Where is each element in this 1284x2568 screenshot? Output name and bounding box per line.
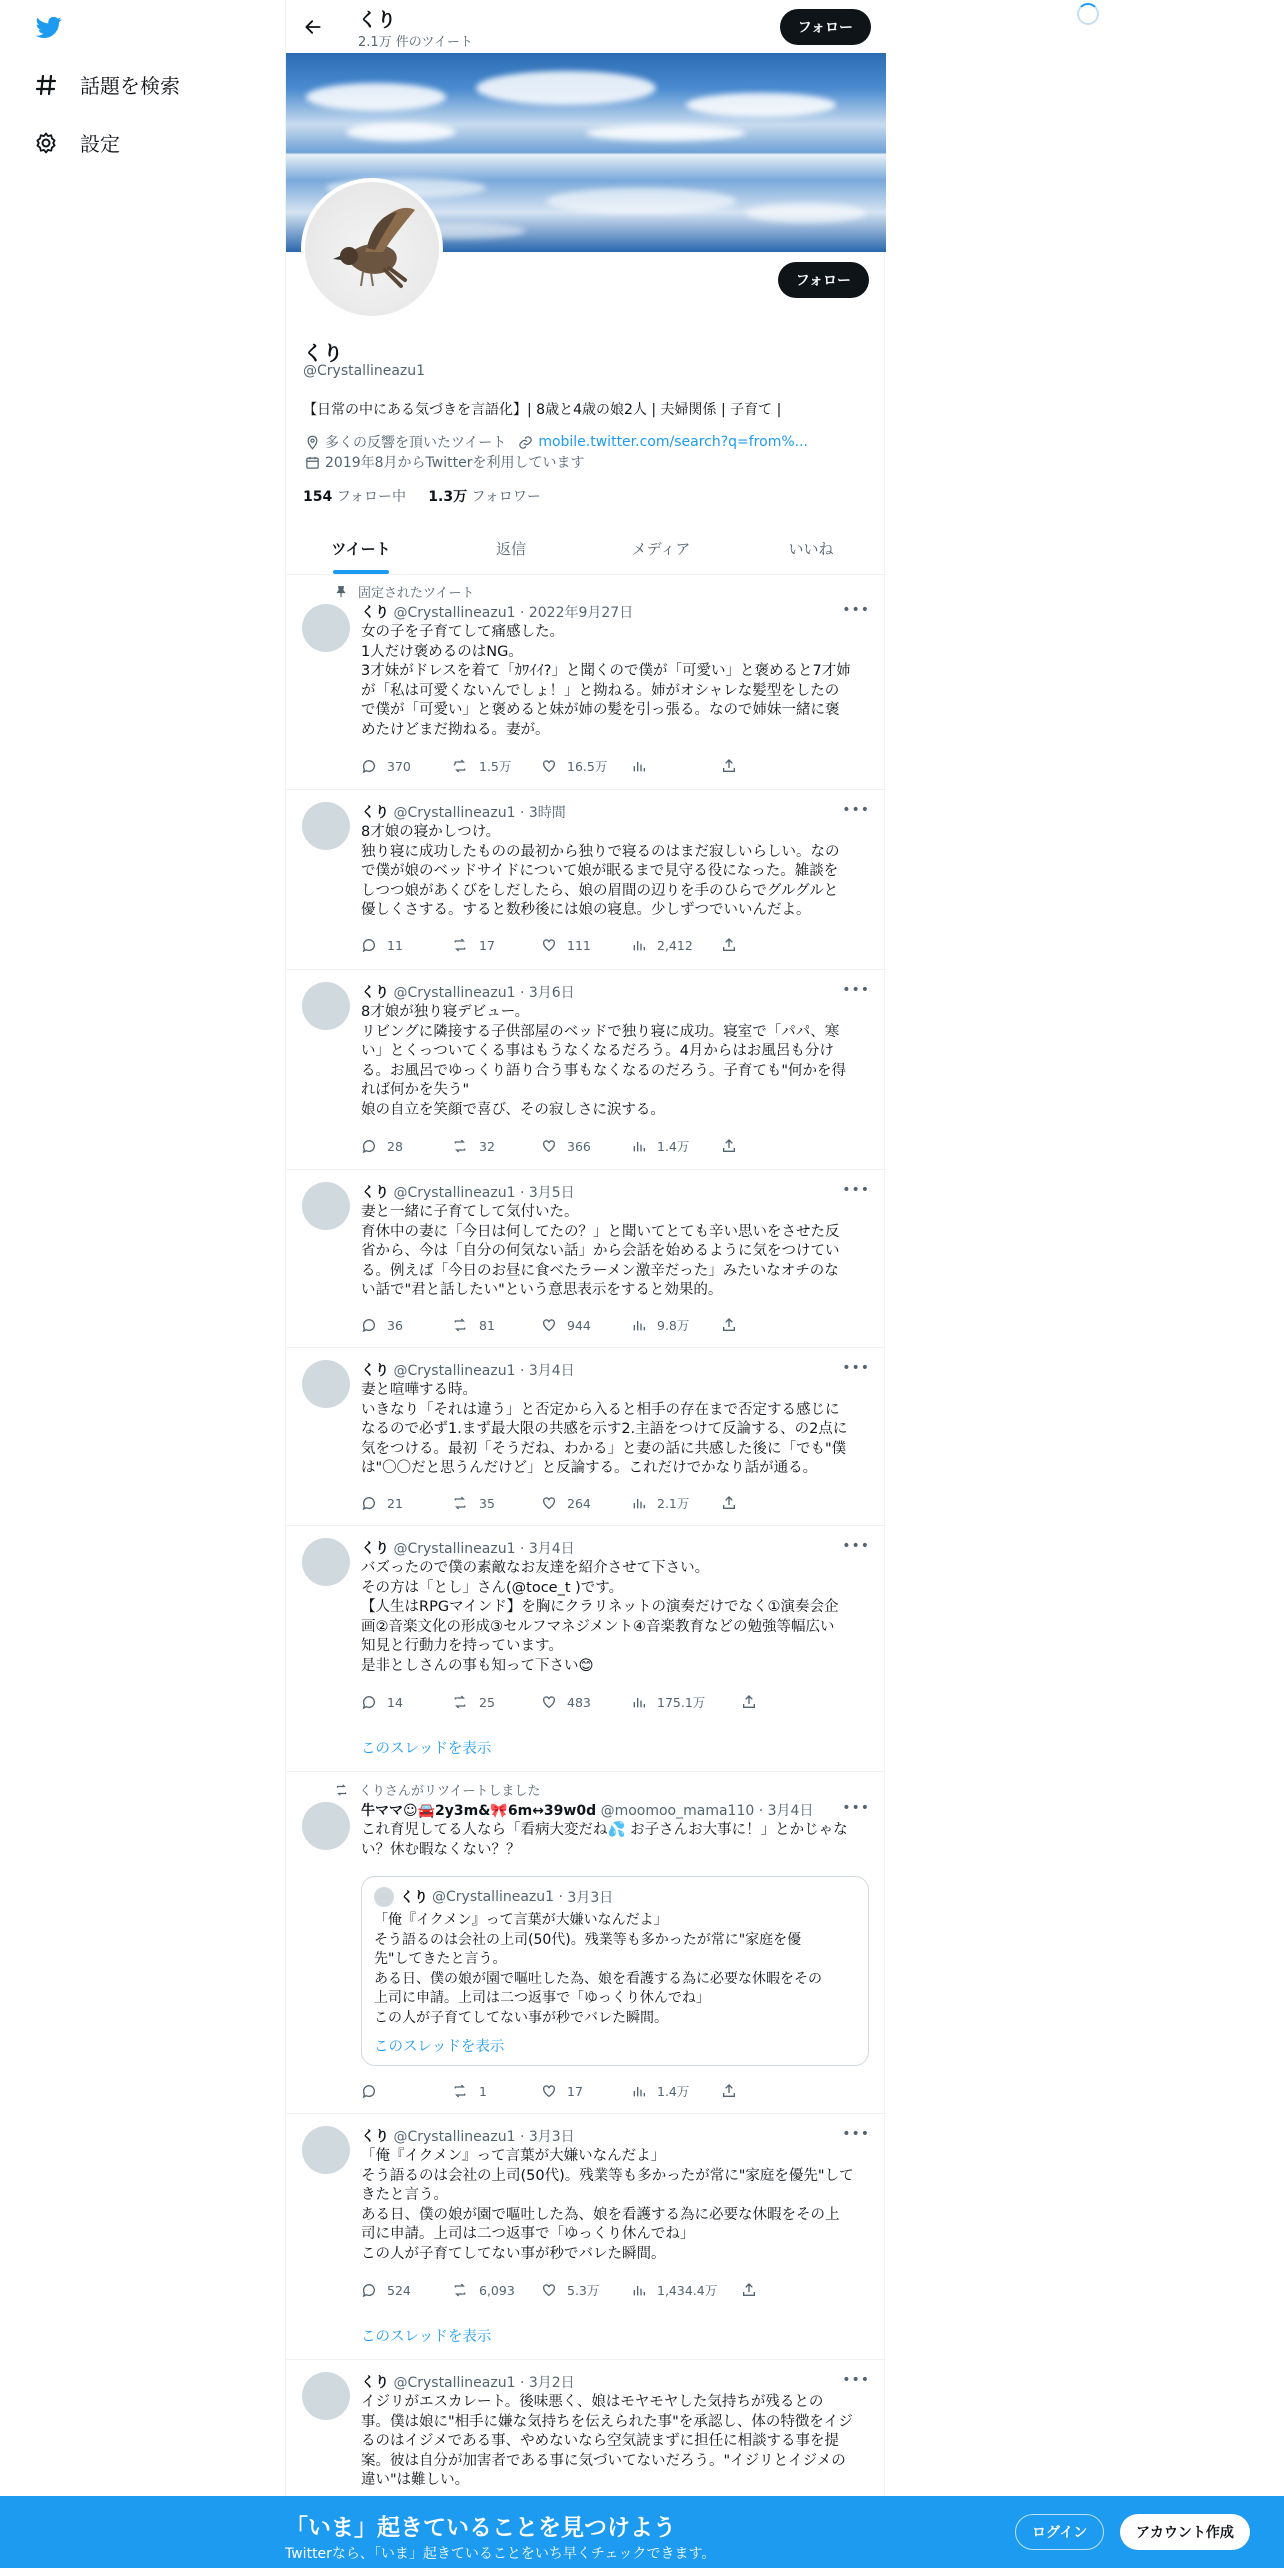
tweet-text: 妻と一緒に子育てして気付いた。 育休中の妻に「今日は何してたの？」と聞いてとても辛い思いをさせた反 省から、今は「自分の何気ない話」から会話を始めるように気をつけてい る。例えば「今日のお昼に食べたラーメン激辛だった」みたいなオチのな い話で"君と話したい"という意思表示をすると効果的。 bbox=[361, 1204, 840, 1298]
tab-tweets[interactable]: ツイート bbox=[286, 522, 436, 574]
views-button[interactable]: 1.4万 bbox=[631, 1137, 721, 1155]
like-button[interactable]: 366 bbox=[541, 1137, 631, 1155]
tweet-header: くり @Crystallineazu1 · 3時間 bbox=[361, 805, 566, 821]
followers-link[interactable]: 1.3万 フォロワー bbox=[428, 489, 541, 505]
retweet-icon bbox=[451, 2282, 469, 2298]
profile-handle: @Crystallineazu1 bbox=[303, 363, 426, 379]
views-button[interactable]: 1,434.4万 bbox=[631, 2281, 741, 2299]
tweet-header: くり @Crystallineazu1 · 3月4日 bbox=[361, 1363, 575, 1379]
avatar[interactable] bbox=[302, 604, 350, 652]
tweet-text: 妻と喧嘩する時。 いきなり「それは違う」と否定から入ると相手の存在まで否定する感じに なるので必ず1.まず最大限の共感を示す2.主語をつけて反論する、の2点に 気をつける。最初「そうだね、わかる」と妻の話に共感した後に「でも"僕 は"〇〇だと思うんだけど」と反論する。これだけでかなり話が通る。 bbox=[361, 1382, 848, 1476]
reply-icon bbox=[361, 1138, 377, 1154]
login-button[interactable]: ログイン bbox=[1015, 2514, 1104, 2550]
tweet-header: くり @Crystallineazu1 · 3月6日 bbox=[361, 985, 575, 1001]
retweet-button[interactable]: 32 bbox=[451, 1137, 541, 1155]
retweet-icon bbox=[334, 1783, 349, 1797]
reply-icon bbox=[361, 2083, 377, 2099]
tweet-text: バズったので僕の素敵なお友達を紹介させて下さい。 その方は「とし」さん(@toce_t )です。 【人生はRPGマインド】を胸にクラリネットの演奏だけでなく①演奏会企 画②音楽文化の形成③セルフマネジメント④音楽教育などの勉強等幅広い 知見と行動力を持っています。 是非としさんの事も知って下さい😊 bbox=[361, 1560, 839, 1674]
pinned-context: 固定されたツイート bbox=[334, 582, 474, 601]
avatar[interactable] bbox=[302, 2126, 350, 2174]
tweet[interactable] bbox=[286, 576, 886, 790]
like-button[interactable]: 111 bbox=[541, 937, 631, 953]
share-button[interactable] bbox=[721, 1316, 751, 1334]
like-button[interactable]: 483 bbox=[541, 1693, 631, 1711]
share-icon bbox=[721, 758, 737, 774]
analytics-icon bbox=[631, 1694, 647, 1710]
more-options-icon[interactable]: ••• bbox=[842, 802, 870, 818]
tweet-header: 牛ママ☺🚘2y3m&🎀6m↔39w0d @moomoo_mama110 · 3月4日 bbox=[361, 1803, 814, 1819]
quote-header: くり @Crystallineazu1 · 3月3日 bbox=[374, 1887, 613, 1907]
signup-button[interactable]: アカウント作成 bbox=[1120, 2514, 1250, 2550]
heart-icon bbox=[541, 1694, 557, 1710]
profile-meta-row bbox=[303, 432, 808, 452]
heart-icon bbox=[541, 2083, 557, 2099]
tweet-header: くり @Crystallineazu1 · 3月5日 bbox=[361, 1185, 575, 1201]
tweet-text: 女の子を子育てして痛感した。 1人だけ褒めるのはNG。 3才妹がドレスを着て「ｶﾜｲｲ?」と聞くので僕が「可愛い」と褒めると7才姉 が「私は可愛くないんでしょ！」と拗ねる。姉がオシャレな髪型をしたの で僕が「可愛い」と褒めると妹が姉の髪を引っ張る。なので姉妹一緒に褒 めたけどまだ拗ねる。妻が。 bbox=[361, 624, 851, 738]
reply-icon bbox=[361, 1694, 377, 1710]
heart-icon bbox=[541, 1495, 557, 1511]
more-options-icon[interactable]: ••• bbox=[842, 1538, 870, 1554]
signup-banner-title: 「いま」起きていることを見つけよう bbox=[285, 2515, 676, 2541]
reply-button[interactable]: 524 bbox=[361, 2281, 451, 2299]
more-options-icon[interactable]: ••• bbox=[842, 1182, 870, 1198]
quote-text: 「俺『イクメン』って言葉が大嫌いなんだよ」 そう語るのは会社の上司(50代)。残業等も多かったが常に"家庭を優 先"してきたと言う。 ある日、僕の娘が園で嘔吐した為、娘を看護する為に必要な休暇をその 上司に申請。上司は二つ返事で「ゆっくり休んでね」 この人が子育てしてない事が秒でバレた瞬間。 bbox=[374, 1912, 822, 2026]
more-options-icon[interactable]: ••• bbox=[842, 2126, 870, 2142]
avatar bbox=[374, 1887, 394, 1907]
following-link[interactable]: 154 フォロー中 bbox=[303, 489, 406, 505]
profile-avatar[interactable] bbox=[301, 178, 443, 320]
sparrow-icon bbox=[305, 182, 439, 316]
views-button[interactable] bbox=[631, 757, 721, 775]
tab-media[interactable]: メディア bbox=[631, 539, 691, 558]
retweet-icon bbox=[451, 937, 469, 953]
tweet-actions bbox=[361, 1494, 801, 1512]
nav-explore[interactable] bbox=[32, 70, 180, 99]
tweet[interactable] bbox=[286, 1170, 886, 1348]
share-icon bbox=[721, 2083, 737, 2099]
share-icon bbox=[721, 1138, 737, 1154]
views-button[interactable]: 175.1万 bbox=[631, 1693, 741, 1711]
gear-icon bbox=[32, 129, 60, 157]
nav-settings[interactable] bbox=[32, 128, 120, 157]
follow-button-header[interactable]: フォロー bbox=[780, 9, 871, 45]
avatar[interactable] bbox=[302, 1538, 350, 1586]
analytics-icon bbox=[631, 1138, 647, 1154]
tweet-text: 8才娘の寝かしつけ。 独り寝に成功したものの最初から独りで寝るのはまだ寂しいらしい。なの で僕が娘のベッドサイドについて娘が眠るまで見守る役になった。雑談を しつつ娘があくびをしだしたら、娘の眉間の辺りを手のひらでグルグルと 優しくさする。すると数秒後には娘の寝息。少しずつでいいんだよ。 bbox=[361, 824, 840, 918]
reply-button[interactable]: 370 bbox=[361, 757, 451, 775]
retweet-icon bbox=[451, 2083, 469, 2099]
nav-explore-label: 話題を検索 bbox=[80, 74, 180, 98]
retweet-button[interactable]: 81 bbox=[451, 1316, 541, 1334]
quoted-tweet[interactable] bbox=[361, 1876, 869, 2066]
like-button[interactable]: 5.3万 bbox=[541, 2281, 631, 2299]
profile-tabs bbox=[286, 522, 886, 575]
share-button[interactable] bbox=[721, 1494, 751, 1512]
heart-icon bbox=[541, 1138, 557, 1154]
follow-stats bbox=[303, 486, 541, 506]
analytics-icon bbox=[631, 937, 647, 953]
heart-icon bbox=[541, 758, 557, 774]
reply-button[interactable]: 36 bbox=[361, 1316, 451, 1334]
loading-spinner-icon bbox=[1077, 3, 1099, 25]
reply-button[interactable]: 14 bbox=[361, 1693, 451, 1711]
share-button[interactable] bbox=[721, 937, 751, 953]
like-button[interactable]: 944 bbox=[541, 1316, 631, 1334]
heart-icon bbox=[541, 2282, 557, 2298]
profile-name: くり bbox=[303, 341, 343, 365]
tweet[interactable] bbox=[286, 1348, 886, 1526]
heart-icon bbox=[541, 937, 557, 953]
more-options-icon[interactable]: ••• bbox=[842, 602, 870, 618]
share-button[interactable] bbox=[741, 1693, 771, 1711]
analytics-icon bbox=[631, 1495, 647, 1511]
calendar-icon bbox=[303, 453, 321, 471]
tweet-actions bbox=[361, 1693, 801, 1711]
reply-icon bbox=[361, 1495, 377, 1511]
tweet-actions bbox=[361, 1316, 801, 1334]
pin-icon bbox=[334, 585, 348, 599]
hashtag-icon bbox=[32, 71, 60, 99]
left-navigation bbox=[0, 0, 285, 2568]
tweet[interactable] bbox=[286, 970, 886, 1170]
views-button[interactable]: 9.8万 bbox=[631, 1316, 721, 1334]
analytics-icon bbox=[631, 758, 647, 774]
heart-icon bbox=[541, 1317, 557, 1333]
more-options-icon[interactable]: ••• bbox=[842, 1360, 870, 1376]
tab-likes[interactable]: いいね bbox=[788, 539, 834, 558]
views-button[interactable]: 2.1万 bbox=[631, 1494, 721, 1512]
like-button[interactable]: 264 bbox=[541, 1494, 631, 1512]
share-button[interactable] bbox=[721, 1137, 751, 1155]
avatar[interactable] bbox=[302, 1182, 350, 1230]
nav-settings-label: 設定 bbox=[80, 132, 120, 156]
share-icon bbox=[721, 937, 737, 953]
tweet[interactable] bbox=[286, 790, 886, 970]
retweet-button[interactable]: 17 bbox=[451, 937, 541, 953]
analytics-icon bbox=[631, 2083, 647, 2099]
retweet-button[interactable]: 1 bbox=[451, 2082, 541, 2100]
avatar[interactable] bbox=[302, 2372, 350, 2420]
retweet-icon bbox=[451, 1317, 469, 1333]
retweet-button[interactable]: 6,093 bbox=[451, 2281, 541, 2299]
tweet-actions bbox=[361, 937, 801, 953]
more-options-icon[interactable]: ••• bbox=[842, 982, 870, 998]
tweet-actions bbox=[361, 2281, 801, 2299]
tweet-text: これ育児してる人なら「看病大変だね💦 お子さんお大事に！」とかじゃな い？休む暇なくない？？ bbox=[361, 1822, 848, 1858]
tweet-text: 「俺『イクメン』って言葉が大嫌いなんだよ」 そう語るのは会社の上司(50代)。残業等も多かったが常に"家庭を優先"して きたと言う。 ある日、僕の娘が園で嘔吐した為、娘を看護する為に必要な休暇をその上 司に申請。上司は二つ返事で「ゆっくり休んでね」 この人が子育てしてない事が秒でバレた瞬間。 bbox=[361, 2148, 854, 2262]
retweet-button[interactable]: 1.5万 bbox=[451, 757, 541, 775]
twitter-bird-icon[interactable] bbox=[34, 14, 64, 40]
share-icon bbox=[721, 1317, 737, 1333]
tweet-header: くり @Crystallineazu1 · 3月2日 bbox=[361, 2375, 575, 2391]
share-icon bbox=[741, 1694, 757, 1710]
retweet-icon bbox=[451, 1495, 469, 1511]
views-button[interactable]: 2,412 bbox=[631, 937, 721, 953]
share-button[interactable] bbox=[741, 2281, 771, 2299]
analytics-icon bbox=[631, 2282, 647, 2298]
reply-button[interactable]: 21 bbox=[361, 1494, 451, 1512]
more-options-icon[interactable]: ••• bbox=[842, 2372, 870, 2388]
show-thread-link[interactable]: このスレッドを表示 bbox=[361, 2329, 492, 2345]
signup-banner bbox=[0, 2496, 1284, 2568]
retweet-button[interactable]: 35 bbox=[451, 1494, 541, 1512]
follow-button[interactable]: フォロー bbox=[778, 262, 869, 298]
tab-replies[interactable]: 返信 bbox=[495, 539, 526, 558]
profile-joined: 2019年8月からTwitterを利用しています bbox=[325, 455, 585, 471]
profile-location: 多くの反響を頂いたツイート bbox=[325, 435, 507, 451]
retweet-icon bbox=[451, 1138, 469, 1154]
reply-button[interactable] bbox=[361, 2082, 451, 2100]
analytics-icon bbox=[631, 1317, 647, 1333]
reply-icon bbox=[361, 2282, 377, 2298]
tweet-text: 8才娘が独り寝デビュー。 リビングに隣接する子供部屋のベッドで独り寝に成功。寝室で「パパ、寒 い」とくっついてくる事はもうなくなるだろう。4月からはお風呂も分け る。お風呂でゆっくり語り合う事もなくなるのだろう。子育ても"何かを得 れば何かを失う" 娘の自立を笑顔で喜び、その寂しさに涙する。 bbox=[361, 1004, 847, 1118]
reply-icon bbox=[361, 758, 377, 774]
profile-bio: 【日常の中にある気づきを言語化】| 8歳と4歳の娘2人 | 夫婦関係 | 子育て | bbox=[303, 402, 782, 418]
link-icon bbox=[516, 433, 534, 451]
tweet[interactable] bbox=[286, 2114, 886, 2360]
share-button[interactable] bbox=[721, 757, 751, 775]
location-pin-icon bbox=[303, 433, 321, 451]
reply-button[interactable]: 11 bbox=[361, 937, 451, 953]
retweet-icon bbox=[451, 758, 469, 774]
show-thread-link[interactable]: このスレッドを表示 bbox=[361, 1741, 492, 1757]
avatar[interactable] bbox=[302, 982, 350, 1030]
share-icon bbox=[741, 2282, 757, 2298]
share-icon bbox=[721, 1495, 737, 1511]
more-options-icon[interactable]: ••• bbox=[842, 1800, 870, 1816]
retweet-button[interactable]: 25 bbox=[451, 1693, 541, 1711]
back-arrow-icon[interactable] bbox=[300, 14, 326, 40]
tweet-header: くり @Crystallineazu1 · 2022年9月27日 bbox=[361, 605, 634, 621]
reply-icon bbox=[361, 1317, 377, 1333]
avatar[interactable] bbox=[302, 802, 350, 850]
like-button[interactable]: 16.5万 bbox=[541, 757, 631, 775]
share-button[interactable] bbox=[721, 2082, 751, 2100]
tweet-header: くり @Crystallineazu1 · 3月4日 bbox=[361, 1541, 575, 1557]
tweet-actions bbox=[361, 757, 801, 775]
views-button[interactable]: 1.4万 bbox=[631, 2082, 721, 2100]
profile-link[interactable]: mobile.twitter.com/search?q=from%... bbox=[538, 434, 808, 450]
retweet-icon bbox=[451, 1694, 469, 1710]
tweet-text: イジリがエスカレート。後味悪く、娘はモヤモヤした気持ちが残るとの 事。僕は娘に"相手に嫌な気持ちを伝えられた事"を承認し、体の特徴をイジ るのはイジメである事、やめないなら空気読まずに担任に相談する事を提 案。彼は自分が加害者である事に気づいてないだろう。"イジリとイジメの 違い"は難しい。 bbox=[361, 2394, 853, 2488]
tweet[interactable] bbox=[286, 1526, 886, 1772]
tweet-count: 2.1万 件のツイート bbox=[358, 35, 473, 50]
tweet-actions bbox=[361, 2082, 801, 2100]
signup-banner-subtitle: Twitterなら、「いま」起きていることをいち早くチェックできます。 bbox=[285, 2546, 716, 2562]
header-title: くり bbox=[358, 9, 397, 31]
reply-button[interactable]: 28 bbox=[361, 1137, 451, 1155]
avatar[interactable] bbox=[302, 1360, 350, 1408]
profile-column bbox=[285, 0, 885, 2568]
profile-joined-row bbox=[303, 452, 584, 472]
profile-header-bar bbox=[286, 0, 886, 53]
retweet-context: くりさんがリツイートしました bbox=[334, 1780, 540, 1799]
reply-icon bbox=[361, 937, 377, 953]
tweet-header: くり @Crystallineazu1 · 3月3日 bbox=[361, 2129, 575, 2145]
avatar[interactable] bbox=[302, 1802, 350, 1850]
show-thread-link[interactable]: このスレッドを表示 bbox=[374, 2039, 505, 2055]
like-button[interactable]: 17 bbox=[541, 2082, 631, 2100]
tweet[interactable] bbox=[286, 1772, 886, 2114]
tweet-actions bbox=[361, 1137, 801, 1155]
